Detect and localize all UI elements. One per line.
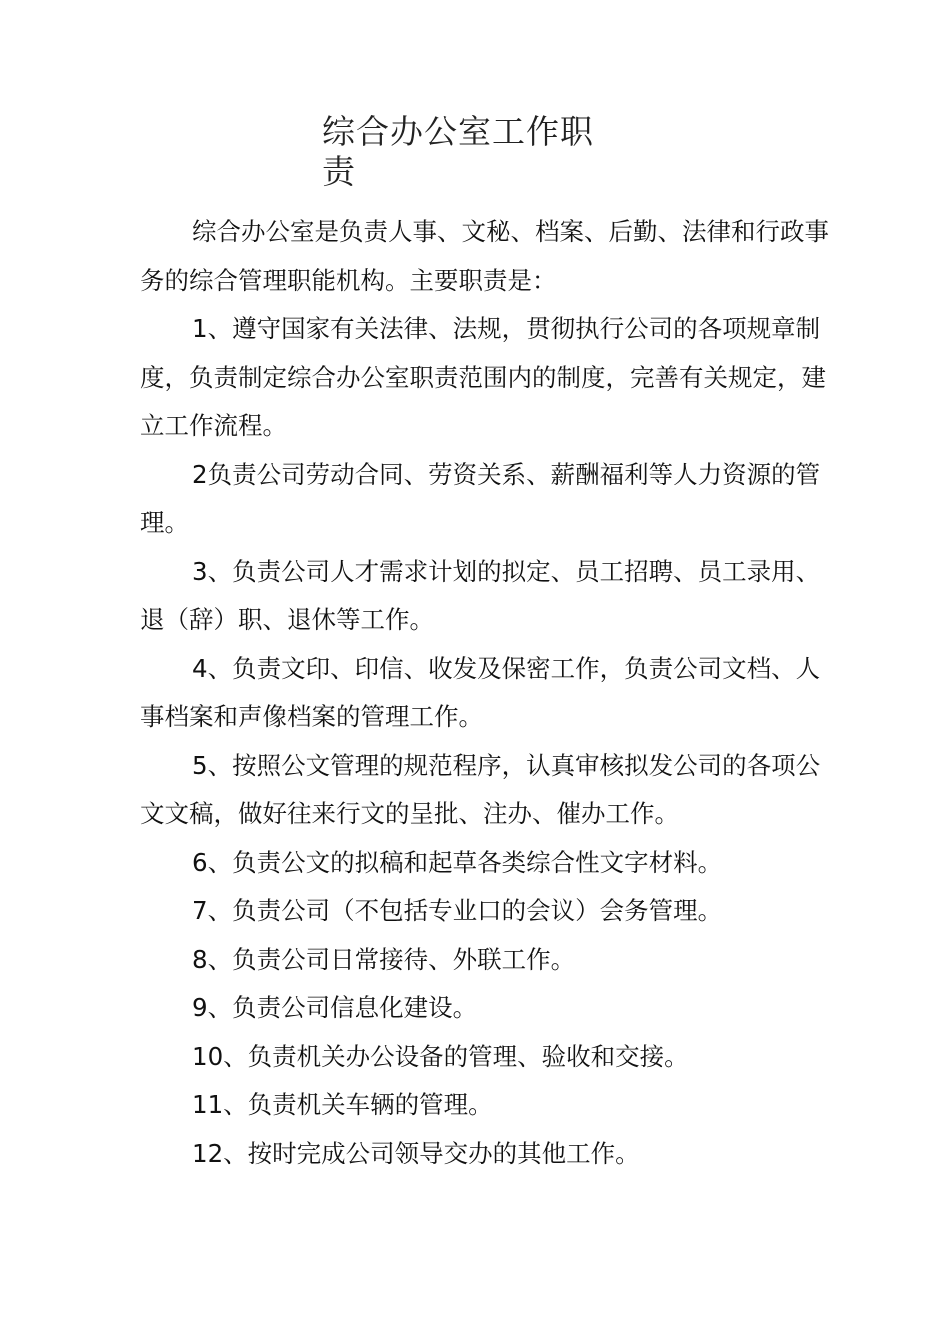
duty-item-12: 12、按时完成公司领导交办的其他工作。	[192, 1138, 640, 1168]
duty-item-6: 6、负责公文的拟稿和起草各类综合性文字材料。	[192, 847, 723, 877]
duty-item-4: 4、负责文印、印信、收发及保密工作，负责公司文档、人事档案和声像档案的管理工作。	[140, 653, 821, 731]
duty-item-1: 1、遵守国家有关法律、法规，贯彻执行公司的各项规章制度，负责制定综合办公室职责范围内的制度，完善有关规定，建立工作流程。	[140, 314, 826, 440]
duty-item-9: 9、负责公司信息化建设。	[192, 993, 478, 1022]
intro-paragraph: 综合办公室是负责人事、文秘、档案、后勤、法律和行政事务的综合管理职能机构。主要职责是：	[140, 217, 829, 295]
duty-item-5: 5、按照公文管理的规范程序，认真审核拟发公司的各项公文文稿，做好往来行文的呈批、注办、催办工作。	[140, 750, 821, 828]
duty-item-3: 3、负责公司人才需求计划的拟定、员工招聘、员工录用、退（辞）职、退休等工作。	[140, 556, 821, 634]
document-body	[140, 208, 840, 1178]
duty-item-8: 8、负责公司日常接待、外联工作。	[192, 944, 576, 974]
duty-item-2: 2负责公司劳动合同、劳资关系、薪酬福利等人力资源的管理。	[140, 459, 821, 537]
duty-item-11: 11、负责机关车辆的管理。	[192, 1090, 493, 1119]
duty-item-10: 10、负责机关办公设备的管理、验收和交接。	[192, 1041, 689, 1071]
document-title: 综合办公室工作职责	[322, 112, 594, 191]
duty-item-7: 7、负责公司（不包括专业口的会议）会务管理。	[192, 896, 723, 925]
